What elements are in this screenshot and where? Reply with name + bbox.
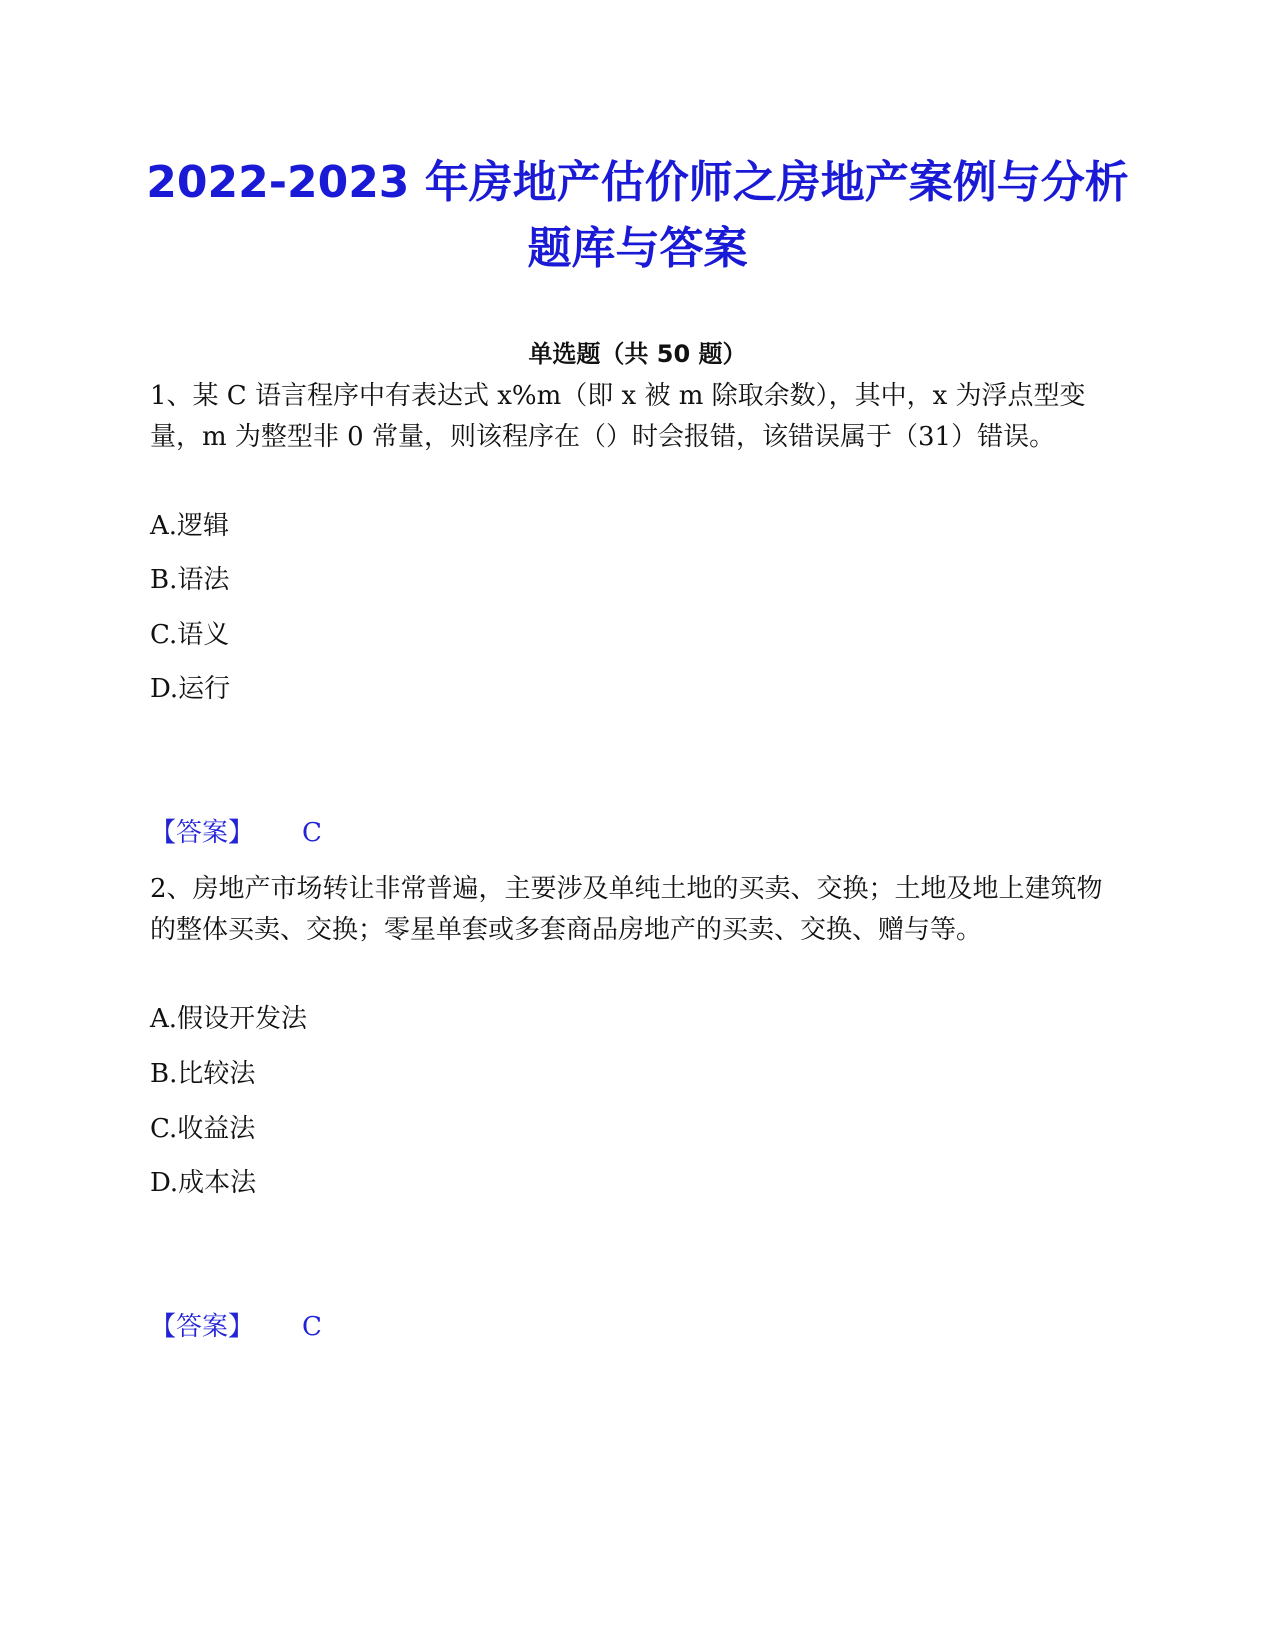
question-1-answer [150, 816, 322, 850]
answer-label: 【答案】 [150, 1312, 255, 1342]
section-heading: 单选题（共 50 题） [528, 340, 747, 368]
document-title: 2022-2023 年房地产估价师之房地产案例与分析题库与答案 [146, 157, 1129, 274]
question-1-option-a: A.逻辑 [150, 511, 230, 541]
question-2-text: 2、房地产市场转让非常普遍，主要涉及单纯土地的买卖、交换；土地及地上建筑物的整体买卖、交换；零星单套或多套商品房地产的买卖、交换、赠与等。 [150, 874, 1103, 945]
question-1-option-b: B.语法 [150, 565, 230, 595]
question-1-option-c: C.语义 [150, 620, 230, 650]
question-2-answer [150, 1310, 322, 1344]
question-2-option-b: B.比较法 [150, 1059, 256, 1089]
question-2-option-d: D.成本法 [150, 1168, 257, 1198]
question-1-text: 1、某 C 语言程序中有表达式 x%m（即 x 被 m 除取余数），其中，x 为浮点型变量，m 为整型非 0 常量，则该程序在（）时会报错，该错误属于（31）错误。 [150, 381, 1086, 452]
answer-value: C [302, 1312, 322, 1342]
question-2-option-a: A.假设开发法 [150, 1004, 308, 1034]
answer-label: 【答案】 [150, 818, 255, 848]
question-1-option-d: D.运行 [150, 674, 231, 704]
answer-value: C [302, 818, 322, 848]
question-2-option-c: C.收益法 [150, 1114, 256, 1144]
